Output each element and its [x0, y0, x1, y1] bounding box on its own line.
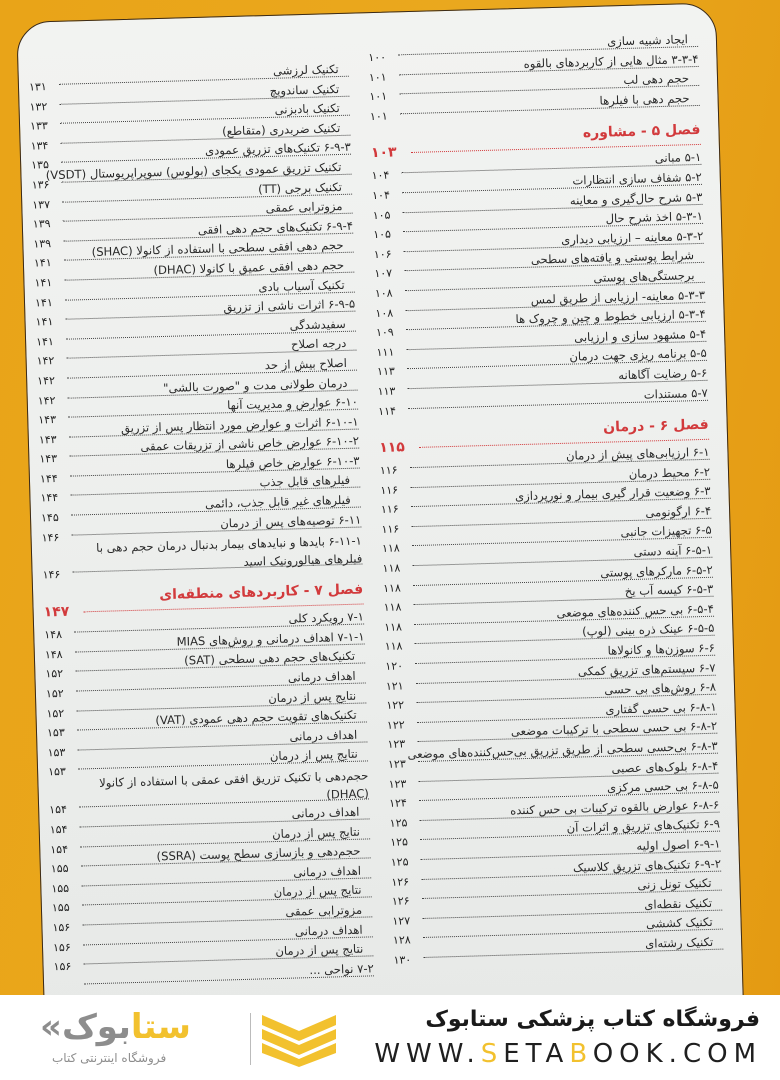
toc-entry-title: ۵-۴ مشهود سازی و ارزیابی: [573, 326, 707, 345]
toc-entry-title: اهداف درمانی: [293, 863, 362, 880]
toc-entry-title: حجم دهی افقی عمیق با کانولا (DHAC): [153, 257, 345, 278]
toc-entry-title: ۵-۵ برنامه ریزی جهت درمان: [569, 346, 707, 364]
toc-page-number: ۱۳۶: [31, 178, 50, 192]
toc-entry-title: حجم‌دهی با تکنیک تزریق افقی عمقی با استفاده از کانولا (DHAC): [98, 768, 370, 802]
toc-entry-title: ۶-۸-۳ بی‌حسی سطحی از طریق تزریق بی‌حس‌کننده‌های موضعی: [407, 738, 718, 762]
dot-leader: [423, 949, 723, 958]
toc-page-number: ۱۵۳: [46, 726, 65, 740]
toc-entry-title: نتایج پس از درمان: [268, 688, 357, 705]
toc-entry-title: ۶-۵-۵ عینک ذره بینی (لوپ): [581, 621, 715, 639]
toc-page-number: ۱۱۵: [378, 439, 406, 457]
toc-entry-title: ۵-۳-۳ معاینه- ارزیابی از طریق لمس: [530, 287, 706, 307]
toc-entry-title: تکنیک تزریق عمودی یکجای (بولوس) سوپراپریوستال (VSDT): [45, 159, 342, 183]
toc-entry-title: ۶-۹-۵ اثرات ناشی از تزریق: [223, 296, 356, 315]
toc-page-number: ۱۱۸: [383, 600, 402, 615]
store-banner: [0, 995, 780, 1080]
toc-entry-title: ۶-۹-۱ اصول اولیه: [636, 836, 721, 853]
toc-page-number: ۱۵۴: [49, 822, 68, 837]
toc-entry-title: نتایج پس از درمان: [275, 941, 364, 959]
toc-entry-title: ۶-۵-۴ بی حس کننده‌های موضعی: [556, 601, 715, 620]
toc-entry-title: حجم دهی لب: [623, 71, 690, 88]
toc-page-number: ۱۱۶: [380, 502, 399, 517]
toc-page-number: ۱۲۳: [388, 776, 407, 791]
toc-page-number: ۱۰۰: [368, 50, 387, 65]
toc-page-number: ۱۴۷: [43, 603, 70, 621]
toc-page-number: ۱۵۵: [50, 862, 69, 876]
toc-page-number: ۱۰۹: [375, 325, 394, 340]
toc-entry-title: برجستگی‌های پوستی: [593, 268, 695, 285]
toc-entry-title: ۶-۱ ارزیابی‌های پیش از درمان: [565, 444, 710, 463]
toc-page-number: ۱۴۲: [37, 393, 56, 408]
toc-page-number: ۱۰۷: [374, 266, 393, 281]
toc-entry-title: تکنیک‌های تقویت حجم دهی عمودی (VAT): [155, 707, 357, 728]
toc-entry-title: ۶-۵ تجهیزات جانبی: [620, 523, 712, 540]
toc-entry-title: ۶-۶ سوزن‌ها و کانولاها: [607, 640, 716, 658]
toc-entry-title: ۵-۶ رضایت آگاهانه: [618, 365, 708, 383]
toc-entry-title: اهداف درمانی: [291, 804, 360, 821]
toc-page-number: ۱۱۳: [376, 364, 395, 379]
store-url[interactable]: [374, 1039, 762, 1069]
toc-entry-title: ۶-۱۰ عوارض و مدیریت آنها: [226, 394, 359, 413]
url-part: WWW.: [374, 1039, 481, 1069]
toc-entry-title: ۶-۱۱ توصیه‌های پس از درمان: [220, 512, 362, 531]
toc-entry-title: ۵-۷ مستندات: [643, 385, 708, 402]
toc-page-number: ۱۵۶: [52, 920, 71, 935]
toc-entry-title: مزوترابی عمقی: [285, 902, 363, 919]
toc-page-number: ۱۵۶: [52, 940, 71, 954]
toc-entry-title: ۶-۱۰-۱ اثرات و عوارض مورد انتظار پس از تزریق: [120, 414, 359, 435]
toc-entry-title: درمان طولانی مدت و "صورت بالشی": [162, 375, 348, 395]
toc-entry-title: تکنیک آسیاب بادی: [258, 277, 345, 294]
toc-entry-title: تکنیک ضربدری (متقاطع): [221, 120, 341, 139]
toc-page-number: ۱۳۷: [32, 197, 51, 212]
toc-entry-title: ۶-۱۱-۱ بایدها و نبایدهای بیمار بدنبال درمان حجم دهی با فیلرهای هیالورونیک اسید: [96, 533, 363, 570]
toc-page-number: ۱۲۵: [389, 816, 408, 830]
toc-page-number: ۱۰۳: [370, 144, 397, 162]
toc-entry-title: ۶-۸-۲ بی حسی سطحی با ترکیبات موضعی: [510, 719, 718, 739]
toc-entry-title: فصل ۵ - مشاوره: [582, 122, 701, 142]
toc-entry-title: ۷-۲ نواحی ...: [309, 961, 374, 977]
toc-entry-title: فیلرهای غیر قابل جذب، دائمی: [204, 492, 351, 511]
toc-entry-title: ۵-۳-۴ ارزیابی خطوط و چین و چروک ها: [515, 306, 706, 327]
toc-entry-title: ۶-۸-۴ بلوک‌های عصبی: [611, 758, 719, 776]
toc-entry-title: ۶-۸-۵ بی حسی مرکزی: [606, 777, 719, 795]
dot-leader: [408, 399, 708, 408]
logo-subtitle: فروشگاه اینترنتی کتاب: [52, 1051, 167, 1065]
toc-page-number: ۱۳۲: [29, 99, 48, 114]
toc-entry-title: ۶-۹-۴ تکنیک‌های حجم دهی افقی: [197, 218, 354, 237]
toc-entry-title: حجم‌دهی و بازسازی سطح پوست (SSRA): [156, 843, 361, 864]
toc-page-number: ۱۰۱: [368, 70, 387, 84]
toc-page-number: ۱۱۸: [382, 561, 401, 576]
toc-page-number: ۱۵۳: [47, 765, 67, 779]
toc-page-number: ۱۳۰: [393, 953, 412, 967]
toc-page-number: ۱۳۵: [31, 158, 50, 172]
toc-page-number: ۱۱۱: [376, 345, 395, 359]
toc-page-number: ۱۰۸: [375, 306, 394, 320]
toc-entry-title: اهداف درمانی: [287, 668, 356, 685]
toc-page-number: ۱۱۸: [384, 620, 403, 634]
toc-entry-title: ۶-۸-۶ عوارض بالقوه ترکیبات بی حس کننده: [509, 797, 720, 818]
toc-page-number: ۱۳۹: [32, 217, 51, 231]
toc-page-number: ۱۰۴: [371, 188, 391, 203]
toc-entry-title: نتایج پس از درمان: [273, 883, 362, 900]
url-part: OOK.COM: [592, 1039, 762, 1069]
toc-page-number: ۱۱۶: [381, 522, 400, 536]
toc-page-number: ۱۴۱: [34, 295, 53, 310]
toc-page-number: ۱۵۵: [51, 901, 70, 915]
logo-text-yellow: ستا: [130, 1007, 191, 1047]
toc-entry-title: اهداف درمانی: [294, 922, 363, 939]
toc-entry-title: تکنیک‌های حجم دهی سطحی (SAT): [183, 649, 356, 668]
toc-entry-title: سفیدشدگی: [289, 316, 346, 333]
toc-page-number: ۱۵۲: [45, 686, 64, 701]
toc-page-number: ۱۵۲: [46, 706, 65, 721]
toc-entry-title: نتایج پس از درمان: [271, 824, 361, 841]
toc-entry-title: تکنیک نقطه‌ای: [644, 895, 713, 912]
toc-entry-title: فیلرهای قابل جذب: [259, 473, 351, 490]
toc-entry-title: ۵-۳ شرح حال‌گیری و معاینه: [569, 189, 703, 208]
toc-entry-title: ۵-۱ مبانی: [654, 150, 702, 166]
toc-entry-title: ۶-۵-۱ آینه دستی: [633, 542, 713, 559]
toc-page-number: ۱۵۵: [51, 881, 70, 896]
toc-entry-title: ۶-۲ محیط درمان: [628, 464, 711, 481]
toc-entry-title: تکنیک تونل زنی: [637, 876, 712, 893]
toc-entry-title: فصل ۷ - کاربردهای منطقه‌ای: [159, 581, 364, 604]
toc-entry-title: ۳-۳-۴ مثال هایی از کاربردهای بالقوه: [523, 51, 699, 71]
toc-entry-title: ایجاد شبیه سازی: [606, 32, 689, 49]
toc-page-number: ۱۱۸: [382, 581, 402, 595]
toc-page-number: ۱۲۲: [386, 698, 405, 713]
toc-page-number: ۱۴۱: [34, 276, 53, 290]
toc-entry-title: ۶-۵-۳ کیسه آب یخ: [624, 581, 714, 599]
toc-entry-title: ۶-۱۰-۲ عوارض خاص ناشی از تزریقات عمقی: [140, 433, 360, 454]
toc-page-number: ۱۴۵: [40, 511, 59, 525]
toc-entry-title: تکنیک رشته‌ای: [644, 934, 714, 951]
toc-entry-title: ۷-۱-۱ اهداف درمانی و روش‌های MIAS: [176, 629, 365, 649]
toc-entry: [42, 532, 363, 582]
toc-entry-title: ۶-۹-۳ تکنیک‌های تزریق عمودی: [204, 140, 351, 159]
toc-entry-title: درجه اصلاح: [290, 336, 347, 352]
toc-page-number: ۱۵۲: [45, 667, 64, 681]
toc-page-number: ۱۴۴: [40, 491, 59, 505]
toc-page-number: ۱۰۶: [373, 247, 392, 261]
toc-entry-title: ۶-۴ ارگونومی: [645, 503, 712, 520]
toc-page-number: ۱۲۶: [391, 874, 410, 889]
toc-page-number: ۱۴۲: [36, 354, 55, 368]
toc-page-number: ۱۵۶: [53, 959, 72, 974]
chevron-book-icon: [262, 1015, 336, 1067]
toc-entry-title: اهداف درمانی: [289, 727, 358, 744]
toc-page-number: ۱۱۴: [377, 404, 397, 418]
toc-page-number: ۱۱۶: [380, 483, 399, 497]
toc-page-number: ۱۰۵: [373, 227, 392, 242]
toc-page-number: ۱۴۶: [42, 568, 61, 582]
toc-page-number: ۱۱۳: [377, 384, 396, 398]
toc-entry-title: تکنیک ساندویچ: [269, 81, 340, 98]
toc-page-number: ۱۲۷: [392, 914, 411, 928]
toc-left-column: [29, 62, 375, 990]
toc-page-number: ۱۰۴: [371, 168, 390, 183]
toc-entry-title: ۶-۱۰-۳ عوارض خاص فیلرها: [225, 453, 360, 472]
toc-entry-title: حجم دهی افقی سطحی با استفاده از کانولا (SHAC): [91, 238, 344, 260]
toc-page-number: ۱۳۳: [29, 119, 49, 133]
toc-entry-title: شرایط پوستی و یافته‌های سطحی: [530, 248, 695, 268]
logo-text-gray: بوک»: [40, 1007, 131, 1047]
toc-page-number: ۱۲۵: [390, 835, 409, 850]
store-logo[interactable]: [40, 1007, 300, 1073]
toc-page-number: ۱۵۴: [50, 842, 69, 856]
toc-page-number: ۱۲۴: [388, 796, 408, 811]
toc-page-number: ۱۵۴: [49, 802, 68, 817]
toc-entry-title: ۵-۳-۱ اخذ شرح حال: [605, 209, 704, 226]
toc-entry-title: ۶-۹-۲ تکنیک‌های تزریق کلاسیک: [572, 856, 722, 875]
toc-page-number: ۱۰۸: [374, 286, 393, 300]
toc-page: [16, 2, 744, 1021]
toc-page-number: ۱۴۱: [35, 315, 54, 329]
toc-page-number: ۱۰۱: [369, 109, 388, 123]
toc-page-number: ۱۲۳: [387, 757, 406, 771]
toc-entry-title: نتایج پس از درمان: [269, 747, 358, 764]
toc-page-number: ۱۲۸: [392, 933, 411, 948]
toc-entry-title: ۶-۸ روش‌های بی حسی: [604, 679, 717, 698]
url-part: ETA: [503, 1039, 570, 1069]
toc-entry-title: ۷-۱ رویکرد کلی: [288, 609, 365, 626]
store-name: فروشگاه کتاب پزشکی ستابوک: [425, 1007, 760, 1032]
toc-page-number: ۱۴۸: [44, 647, 63, 662]
toc-page-number: ۱۱۸: [384, 639, 403, 654]
toc-entry-title: ۵-۳-۲ معاینه – ارزیابی دیداری: [560, 228, 704, 247]
toc-entry-title: فصل ۶ - درمان: [602, 416, 709, 436]
toc-entry-title: اصلاح بیش از حد: [264, 355, 348, 373]
toc-entry-title: حجم دهی با فیلرها: [599, 90, 690, 108]
toc-page-number: ۱۴۱: [35, 334, 55, 349]
toc-page-number: ۱۲۰: [385, 659, 404, 673]
toc-page-number: ۱۲۲: [386, 718, 405, 732]
toc-page-number: ۱۲۶: [391, 894, 410, 908]
toc-entry-title: مزوترابی عمقی: [265, 199, 343, 216]
toc-page-number: ۱۵۳: [47, 745, 66, 760]
toc-page-number: ۱۲۵: [390, 855, 409, 869]
toc-entry-title: تکنیک لرزشی: [272, 61, 339, 78]
toc-page-number: ۱۴۶: [41, 530, 60, 545]
toc-page-number: ۱۴۳: [38, 413, 57, 427]
toc-page-number: ۱۴۲: [37, 373, 56, 388]
toc-page-number: ۱۳۴: [30, 138, 49, 153]
logo-divider: [250, 1013, 251, 1065]
url-accent: S: [480, 1039, 504, 1069]
toc-entry-title: ۶-۷ سیستم‌های تزریق کمکی: [577, 660, 716, 679]
toc-entry-title: تکنیک کششی: [645, 915, 713, 932]
toc-page-number: ۱۴۱: [33, 256, 52, 270]
toc-page-number: ۱۴۸: [44, 628, 63, 642]
toc-page-number: ۱۳۹: [33, 236, 52, 251]
toc-entry-title: تکنیک برجی (TT): [257, 179, 343, 196]
toc-page-number: ۱۱۶: [379, 463, 398, 478]
toc-page-number: ۱۱۸: [381, 541, 400, 556]
toc-entry-title: ۶-۳ وضعیت قرار گیری بیمار و نورپردازی: [514, 484, 711, 504]
toc-page-number: ۱۰۵: [372, 208, 391, 222]
toc-page-number: ۱۴۳: [38, 432, 57, 447]
toc-page-number: ۱۴۳: [39, 452, 58, 466]
toc-right-column: [368, 32, 724, 967]
url-accent: B: [569, 1039, 593, 1069]
toc-entry-title: ۵-۲ شفاف سازی انتظارات: [572, 169, 702, 188]
toc-entry-title: ۶-۵-۲ مارکرهای پوستی: [600, 562, 713, 580]
toc-page-number: ۱۰۱: [369, 89, 388, 104]
toc-page-number: ۱۴۴: [39, 471, 58, 486]
toc-page-number: ۱۳۱: [28, 80, 47, 94]
toc-entry-title: تکنیک بادبزنی: [274, 101, 340, 117]
toc-entry-title: ۶-۹ تکنیک‌های تزریق و اثرات آن: [566, 817, 721, 836]
toc-entry-title: ۶-۸-۱ بی حسی گفتاری: [605, 699, 717, 717]
logo-wordmark: [40, 1007, 191, 1047]
toc-page-number: ۱۲۳: [387, 737, 406, 752]
toc-page-number: ۱۲۱: [385, 679, 404, 693]
